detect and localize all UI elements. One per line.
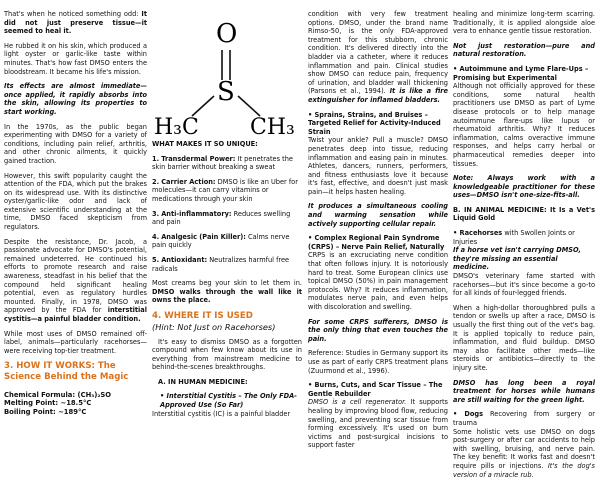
item-title: Transdermal Power: bbox=[161, 154, 236, 163]
melting-point: Melting Point: ~18.5°C bbox=[4, 399, 92, 408]
paragraph bbox=[152, 279, 302, 305]
paragraph: Although not officially approved for these conditions, some natural health practitioners use DMSO as part of Lyme disease protocols or to help manage autoimmune flare-ups like lupus or rheumatoid arthritis. Why? It reduces inflammation, calms overactive immune responses, and helps carry herbal or pharmaceutical remedies deeper into tissues. bbox=[453, 82, 595, 168]
item-text: It penetrates the skin barrier without breaking a sweat bbox=[152, 154, 293, 172]
paragraph: healing and minimize long-term scarring. Traditionally, it is applied alongside aloe vera to enhance gentle tissue restoration. bbox=[453, 10, 595, 36]
paragraph: Twist your ankle? Pull a muscle? DMSO penetrates deep into tissue, reducing inflammation and easing pain in minutes. Athletes, dancers, runners, performers, and fitness enthusiasts love it because it's fast, effective, and doesn't just mask pain—it helps hasten healing. bbox=[308, 136, 448, 196]
item-text: Calms nerve pain quickly bbox=[152, 232, 290, 250]
boiling-point: Boiling Point: ~189°C bbox=[4, 408, 87, 417]
paragraph bbox=[308, 10, 448, 105]
paragraph bbox=[4, 10, 147, 36]
paragraph bbox=[4, 238, 147, 324]
item-title: Carrier Action: bbox=[161, 177, 216, 186]
bold-text: It did not just preserve tissue—it seemed to heal it. bbox=[4, 10, 147, 36]
item-number: 3. bbox=[152, 209, 160, 218]
item-title: Analgesic (Pain Killer): bbox=[161, 232, 246, 241]
human-medicine-heading: A. IN HUMAN MEDICINE: bbox=[158, 377, 248, 386]
text: Recovering from surgery or trauma Some holistic vets use DMSO on dogs post-surgery or after car accidents to help with swelling, bruising, and nerve pain. The key benefit: It works fast and doesn't require pills or injections. bbox=[453, 410, 595, 470]
section-heading-3: 3. HOW IT WORKS: The Science Behind the Magic bbox=[4, 361, 129, 382]
racehorses-title bbox=[453, 229, 595, 246]
text: Most creams beg your skin to let them in. bbox=[152, 279, 302, 288]
item-text: Reduces swelling and pain bbox=[152, 209, 291, 227]
emphasis-text: If a horse vet isn't carrying DMSO, they're missing an essential medicine. bbox=[453, 246, 581, 272]
text: condition with very few treatment options. DMSO, under the brand name Rimso-50, is the only FDA-approved treatment for this stubborn, chronic condition. It's delivered directly into the bladder via a catheter, where it reduces inflammation and pain. Clinical studies show DMSO can reduce pain, frequency of urination, and bladder wall thickening (Parsons et al., 1994). bbox=[308, 10, 448, 96]
burns-title: • Burns, Cuts, and Scar Tissue – The Gentle Rebuilder bbox=[308, 381, 443, 398]
ic-title: • Interstitial Cystitis – The Only FDA-Approved Use (So Far) bbox=[160, 392, 297, 410]
text: with Swollen Joints or Injuries bbox=[453, 229, 575, 246]
property-item bbox=[152, 210, 302, 227]
item-number: 1. bbox=[152, 154, 160, 163]
note-paragraph: Note: Always work with a knowledgeable practitioner for these uses—DMSO isn't one-size-fits-all. bbox=[453, 174, 595, 200]
dmso-molecule-diagram bbox=[152, 8, 302, 138]
autoimmune-title: • Autoimmune and Lyme Flare-Ups – Promising but Experimental bbox=[453, 64, 589, 82]
column-2 bbox=[152, 8, 302, 418]
bold-text: • Dogs bbox=[453, 410, 484, 419]
section-heading-4: 4. WHERE IT IS USED bbox=[152, 310, 253, 321]
emphasis-text: It is like a fire extinguisher for inflamed bladders. bbox=[308, 87, 448, 104]
ic-title-text: Interstitial Cystitis – The Only FDA-Approved Use (So Far) bbox=[160, 392, 297, 410]
emphasis-paragraph: For some CRPS sufferers, DMSO is the only thing that even touches the pain. bbox=[308, 317, 448, 343]
paragraph: CRPS is an excruciating nerve condition that often follows injury. It is notoriously hard to treat. Some European clinics use topical DMSO (50%) in pain management protocols. Why? It reduces inflammation, modulates nerve pain, and even helps with discoloration and swelling. bbox=[308, 251, 448, 311]
item-number: 2. bbox=[152, 177, 160, 186]
methyl-group-left: H₃C bbox=[154, 115, 199, 138]
bold-text: interstitial cystitis—a painful bladder condition. bbox=[4, 306, 147, 323]
item-number: 5. bbox=[152, 255, 160, 264]
section-subheading: (Hint: Not Just on Racehorses) bbox=[152, 321, 276, 332]
crps-title: • Complex Regional Pain Syndrome (CRPS) – Nerve Pain Relief, Naturally bbox=[308, 234, 445, 251]
paragraph: In the 1970s, as the public began experimenting with DMSO for a variety of conditions, including pain relief, arthritis, and other chronic ailments, it quickly gained traction. bbox=[4, 122, 147, 165]
property-item bbox=[152, 233, 302, 250]
paragraph: When a high-dollar thoroughbred pulls a tendon or swells up after a race, DMSO is usually the first thing out of the vet's bag. It is applied topically to reduce pain, inflammation, and fluid buildup. DMSO may also facilitate other meds—like steroids or antibiotics—directly to the injury site. bbox=[453, 303, 595, 372]
sprains-title: • Sprains, Strains, and Bruises – Targeted Relief for Activity-Induced Strain bbox=[308, 110, 441, 136]
chemical-formula: Chemical Formula: (CH₃)₂SO bbox=[4, 390, 111, 399]
text: That's when he noticed something odd: bbox=[4, 10, 142, 18]
column-4 bbox=[453, 10, 595, 485]
column-3 bbox=[308, 10, 448, 456]
emphasis-paragraph: DMSO has long been a royal treatment for horses while humans are still waiting for the green light. bbox=[453, 378, 595, 404]
property-item bbox=[152, 155, 302, 172]
sulfur-atom: S bbox=[217, 77, 235, 107]
methyl-group-right: CH₃ bbox=[250, 115, 295, 138]
single-bond-line bbox=[192, 96, 214, 116]
text: It supports healing by improving blood flow, reducing swelling, and preventing scar tissue from forming excessively. It's used on burn victims and post-surgical incisions to support faster bbox=[308, 398, 448, 450]
italic-text: DMSO is a cell regenerator. bbox=[308, 398, 407, 407]
property-item bbox=[152, 178, 302, 204]
unique-heading: WHAT MAKES IT SO UNIQUE: bbox=[152, 140, 258, 148]
oxygen-atom: O bbox=[216, 19, 238, 49]
emphasis-paragraph: It produces a simultaneous cooling and warming sensation while actively supporting cellular repair. bbox=[308, 202, 448, 228]
single-bond-line bbox=[238, 96, 260, 116]
text: Despite the resistance, Dr. Jacob, a passionate advocate for DMSO's potential, remained undeterred. He continued his efforts to promote research and raise awareness, steadfast in his belief that the compound held significant healing potential, even as regulatory hurdles mounted. Finally, in 1978, DMSO was approved by the FDA for bbox=[4, 237, 147, 315]
paragraph bbox=[453, 410, 595, 479]
paragraph bbox=[308, 398, 448, 450]
italic-text: It's the dog's version of a miracle rub. bbox=[453, 461, 595, 479]
bold-text: DMSO walks through the wall like it owns the place. bbox=[152, 287, 302, 305]
emphasis-paragraph: Its effects are almost immediate—once applied, it rapidly absorbs into the skin, allowing its properties to start working. bbox=[4, 82, 147, 116]
paragraph: While most uses of DMSO remained off-label, animals—particularly racehorses—were receiving top-tier treatment. bbox=[4, 329, 147, 355]
item-number: 4. bbox=[152, 232, 160, 241]
paragraph: However, this swift popularity caught the attention of the FDA, which put the brakes on its widespread use. With its distinctive oyster/garlic-like odor and lack of extensive scientific understanding at the time, DMSO faced skepticism from regulators. bbox=[4, 171, 147, 232]
paragraph: It's easy to dismiss DMSO as a forgotten compound when few know about its use in everything from mainstream medicine to behind-the-scenes breakthroughs. bbox=[152, 337, 302, 372]
item-title: Antioxidant: bbox=[161, 255, 208, 264]
animal-medicine-heading: B. IN ANIMAL MEDICINE: It Is a Vet's Liquid Gold bbox=[453, 205, 595, 223]
property-item bbox=[152, 256, 302, 273]
reference-paragraph: Reference: Studies in Germany support its use as part of early CRPS treatment plans (Zuurmond et al., 1996). bbox=[308, 349, 448, 375]
item-text: DMSO is like an Uber for molecules—it can carry vitamins or medications through your skin bbox=[152, 177, 298, 203]
paragraph: DMSO's veterinary fame started with racehorses—but it's since become a go-to for all kinds of four-legged friends. bbox=[453, 272, 595, 298]
paragraph: He rubbed it on his skin, which produced a light oyster or garlic-like taste within minutes. That's how fast DMSO enters the bloodstream. It became his life's mission. bbox=[4, 41, 147, 76]
item-text: Neutralizes harmful free radicals bbox=[152, 255, 290, 273]
emphasis-paragraph: Not just restoration—pure and natural restoration. bbox=[453, 41, 595, 59]
item-title: Anti-inflammatory: bbox=[161, 209, 232, 218]
paragraph: Interstitial cystitis (IC) is a painful bladder bbox=[152, 409, 291, 418]
bold-text: • Racehorses bbox=[453, 229, 503, 238]
column-1 bbox=[4, 10, 147, 417]
